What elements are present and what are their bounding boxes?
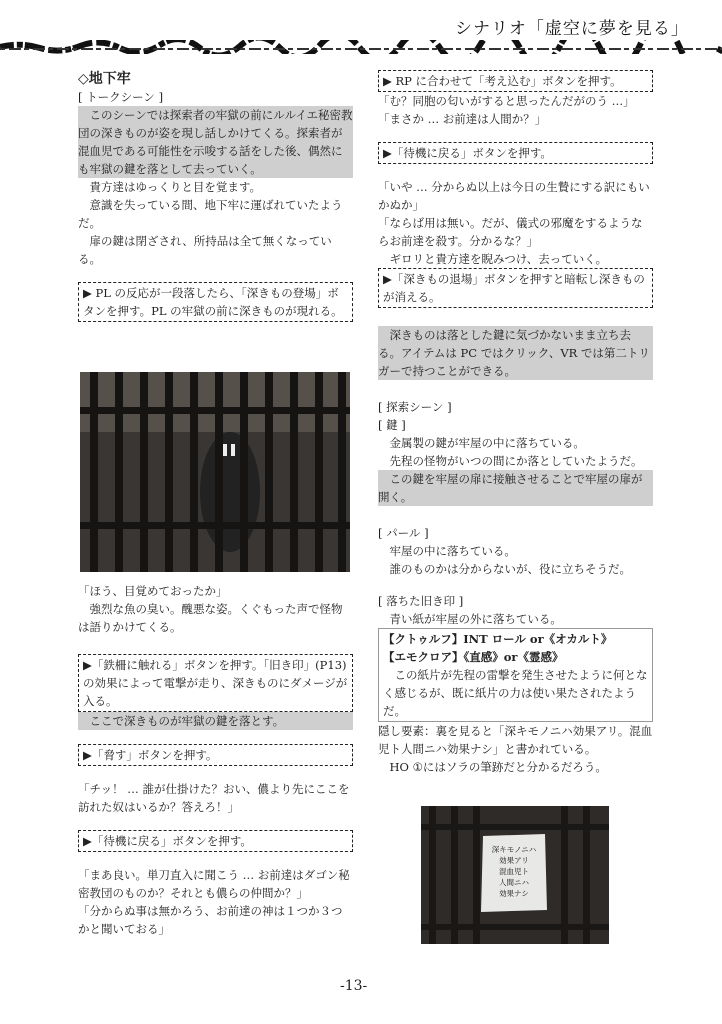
emoclore-check: 【エモクロア】《直感》or《霊感》 bbox=[383, 650, 564, 664]
fallen-sign-paragraph: 青い紙が牢屋の外に落ちている。 bbox=[389, 612, 562, 626]
note-line: 効果ナシ bbox=[499, 889, 529, 898]
talk-scene-summary: このシーンでは探索者の牢獄の前にルルイエ秘密教団の深きものが姿を現し話しかけてくる。探索者が混血児である可能性を示唆する話をした後、偶然にも牢獄の鍵を落として去っていく。 bbox=[78, 108, 353, 176]
ho-handwriting-note: HO ①にはソラの筆跡だと分かるだろう。 bbox=[389, 760, 607, 774]
paper-note-screenshot-image bbox=[421, 806, 609, 944]
pearl-paragraph-2: 誰のものかは分からないが、役に立ちそうだ。 bbox=[389, 562, 631, 576]
left-column bbox=[78, 70, 353, 322]
pearl-paragraph-1: 牢屋の中に落ちている。 bbox=[389, 544, 516, 558]
cthulhu-check: 【クトゥルフ】INT ロール or《オカルト》 bbox=[383, 632, 613, 646]
key-paragraph-1: 金属製の鍵が牢屋の中に落ちている。 bbox=[389, 436, 585, 450]
quote-smell: 「む？同胞の匂いがすると思ったんだがのう …」 bbox=[378, 94, 635, 108]
note-line: 人間ニハ bbox=[499, 878, 529, 887]
search-scene-tag: [ 探索シーン ] bbox=[378, 400, 452, 414]
quote-sacrifice: 「いや … 分からぬ以上は今日の生贄にする訳にもいかぬか」 bbox=[378, 180, 650, 212]
jail-screenshot-image bbox=[80, 372, 350, 572]
instruction-box-exit: ▶「深きもの退場」ボタンを押すと暗転し深きものが消える。 bbox=[378, 268, 653, 308]
key-paragraph-2: 先程の怪物がいつの間にか落としていたようだ。 bbox=[389, 454, 643, 468]
note-line: 混血児ト bbox=[499, 867, 529, 876]
talk-scene-tag: [ トークシーン ] bbox=[78, 90, 164, 104]
talk-paragraph-2: 意識を失っている間、地下牢に運ばれていたようだ。 bbox=[78, 198, 343, 230]
quote-human: 「まさか … お前達は人間か？」 bbox=[378, 112, 547, 126]
hidden-element-text: 隠し要素：裏を見ると「深キモノニハ効果アリ。混血児ト人間ニハ効果ナシ」と書かれている。 bbox=[378, 724, 653, 756]
item-pickup-note: 深きものは落とした鍵に気づかないまま立ち去る。アイテムは PC ではクリック、VR では第二トリガーで持つことができる。 bbox=[378, 326, 653, 380]
key-usage-note: この鍵を牢屋の扉に接触させることで牢屋の扉が開く。 bbox=[378, 470, 653, 506]
skill-check-box bbox=[378, 628, 653, 722]
page-header-title: シナリオ「虚空に夢を見る」 bbox=[455, 19, 689, 39]
fallen-sign-tag: [ 落ちた旧き印 ] bbox=[378, 594, 464, 608]
right-column bbox=[378, 70, 653, 776]
sign-effect-text: この紙片が先程の雷撃を発生させたように何となく感じるが、既に紙片の力は使い果たされたようだ。 bbox=[383, 668, 648, 718]
quote-awake: 「ほう、目覚めておったか」 bbox=[78, 584, 228, 598]
note-line: 効果アリ bbox=[499, 856, 529, 865]
talk-paragraph-1: 貴方達はゆっくりと目を覚ます。 bbox=[89, 180, 261, 194]
instruction-box-return-wait-2: ▶「待機に戻る」ボタンを押す。 bbox=[378, 142, 653, 164]
instruction-box-think: ▶ RP に合わせて「考え込む」ボタンを押す。 bbox=[378, 70, 653, 92]
quote-kill-warning: 「ならば用は無い。だが、儀式の邪魔をするようならお前達を殺す。分かるな？」 bbox=[378, 216, 643, 248]
paper-note-text bbox=[485, 844, 543, 899]
talk-paragraph-3: 扉の鍵は閉ざされ、所持品は全て無くなっている。 bbox=[78, 234, 332, 266]
key-tag: [ 鍵 ] bbox=[378, 418, 406, 432]
page-number: -13- bbox=[340, 978, 368, 994]
instruction-box-return-wait: ▶「待機に戻る」ボタンを押す。 bbox=[78, 830, 353, 852]
instruction-box-appear: ▶ PL の反応が一段落したら、「深きもの登場」ボタンを押す。PL の牢獄の前に深きものが現れる。 bbox=[78, 282, 353, 322]
note-line: 深キモノニハ bbox=[491, 845, 537, 854]
left-column-lower bbox=[78, 582, 353, 938]
quote-direct-question: 「まあ良い。単刀直入に聞こう … お前達はダゴン秘密教団のものか？それとも儂らの仲間か？」 bbox=[78, 868, 350, 900]
brush-stroke-divider bbox=[0, 40, 722, 54]
section-title: ◇地下牢 bbox=[78, 71, 131, 87]
key-drop-note: ここで深きものが牢獄の鍵を落とす。 bbox=[78, 712, 353, 730]
instruction-box-touch-bars: ▶「鉄柵に触れる」ボタンを押す。「旧き印」(P13) の効果によって電撃が走り、深きものにダメージが入る。 bbox=[78, 654, 353, 712]
monster-description: 強烈な魚の臭い。醜悪な姿。くぐもった声で怪物は語りかけてくる。 bbox=[78, 602, 343, 634]
quote-one-or-three: 「分からぬ事は無かろう、お前達の神は１つか３つかと聞いておる」 bbox=[78, 904, 343, 936]
quote-who-set-it: 「チッ！ … 誰が仕掛けた？おい、儂より先にここを訪れた奴はいるか？答えろ！」 bbox=[78, 782, 350, 814]
pearl-tag: [ パール ] bbox=[378, 526, 429, 540]
monster-leaves: ギロリと貴方達を睨みつけ、去っていく。 bbox=[389, 252, 608, 266]
instruction-box-threaten: ▶「脅す」ボタンを押す。 bbox=[78, 744, 353, 766]
